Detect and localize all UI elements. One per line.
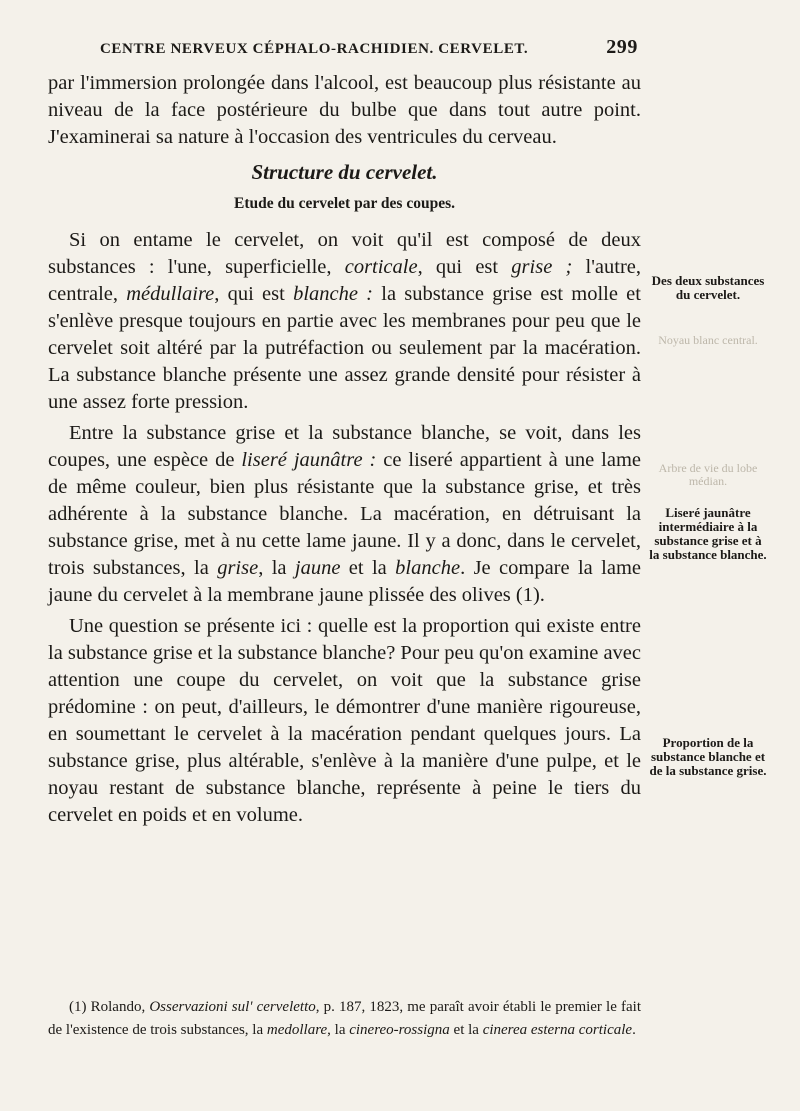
paragraph-continuation: par l'immersion prolongée dans l'alcool, est beaucoup plus résistante au niveau de la face postérieure du bulbe que dans tout autre point. J'examinerai sa nature à l'occasion des ventricules du cerveau. xyxy=(48,72,641,148)
paragraph-yellow-layer: Entre la substance grise et la substance blanche, se voit, dans les coupes, une espèce de liseré jaunâtre : ce liseré appartient à une lame de même couleur, bien plus résistante que la substance grise, et très adhérente à la substance blanche. La macération, en détruisant la substance grise, met à nu cette lame jaune. Il y a donc, dans le cervelet, trois substances, la grise, la jaune et la blanche. Je compare la lame jaune du cervelet à la membrane jaune plissée des olives (1). xyxy=(48,422,642,606)
margin-note-proportion: Proportion de la substance blanche et de la substance grise. xyxy=(649,735,767,778)
footnote-text: (1) Rolando, Osservazioni sul' cerveletto, p. 187, 1823, me paraît avoir établi le premier le fait de l'existence de trois substances, la medollare, la cinereo-rossigna et la cinerea esterna corticale. xyxy=(48,999,641,1038)
page-number: 299 xyxy=(606,36,638,58)
paragraph-proportion: Une question se présente ici : quelle est la proportion qui existe entre la substance grise et la substance blanche? Pour peu qu'on examine avec attention une coupe du cervelet, on voit que la substance grise prédomine : on peut, d'ailleurs, le démontrer d'une manière rigoureuse, en soumettant le cervelet à la macération pendant quelques jours. La substance grise, plus altérable, s'enlève à la manière d'une pulpe, et le noyau restant de substance blanche, représente à peine le tiers du cervelet en poids et en volume. xyxy=(48,615,641,826)
section-heading: Structure du cervelet. xyxy=(251,160,438,184)
page-header xyxy=(100,36,638,59)
main-text-column xyxy=(48,70,641,829)
running-title: CENTRE NERVEUX CÉPHALO-RACHIDIEN. CERVELET. xyxy=(100,41,529,57)
bleed-through-note-central: Noyau blanc central. xyxy=(658,333,758,347)
footnote xyxy=(48,996,641,1042)
bleed-through-note-arbre: Arbre de vie du lobe médian. xyxy=(658,461,758,488)
margin-note-two-substances: Des deux substances du cervelet. xyxy=(651,273,765,302)
margin-note-yellow-layer: Liseré jaunâtre intermédiaire à la substance grise et à la substance blanche. xyxy=(649,505,767,562)
paragraph-two-substances: Si on entame le cervelet, on voit qu'il est composé de deux substances : l'une, superficielle, corticale, qui est grise ; l'autre, centrale, médullaire, qui est blanche : la substance grise est molle et s'enlève presque toujours en partie avec les membranes pour peu que le cervelet soit altéré par la putréfaction ou seulement par la macération. La substance blanche présente une assez grande densité pour résister à une assez forte pression. xyxy=(48,229,642,413)
subheading: Etude du cervelet par des coupes. xyxy=(233,195,455,212)
